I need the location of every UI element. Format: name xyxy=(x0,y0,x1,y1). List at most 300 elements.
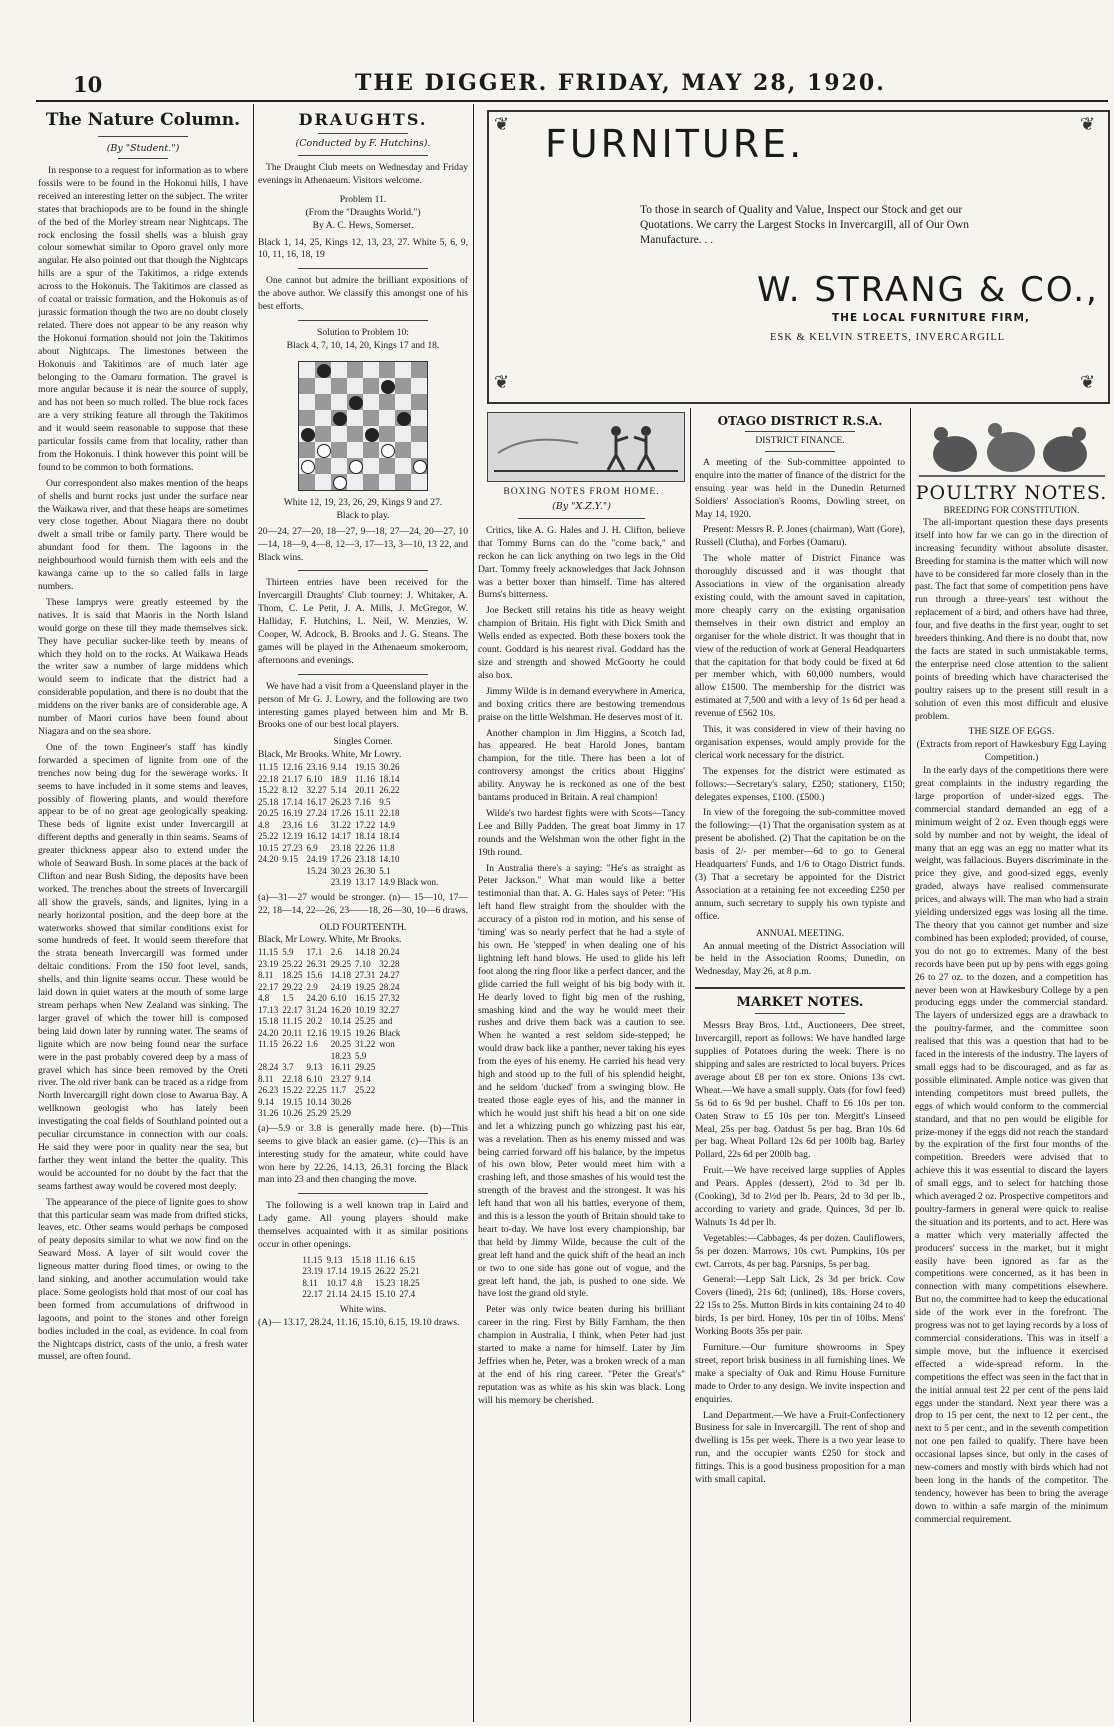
furniture-title: FURNITURE. xyxy=(545,122,805,166)
move-cell: 29.22 xyxy=(282,981,303,992)
game-row xyxy=(258,877,442,889)
move-cell: 24.19 xyxy=(330,981,351,992)
move-cell: 13.17 xyxy=(355,877,376,888)
paragraph: In the early days of the competitions there were great complaints in the industry regarding the large proportion of under-sized eggs. The commercial standard demanded an egg of a minimum weight of 2 oz. Even though eggs were sold by number and not by weight, the ideal of many that an egg was an egg no matter what its weight, was fallacious. Buyers discriminate in the price they give, and good-sized eggs, evenly graded, always have realised commensurate prices, and always will. The man who had a strain yielding undersized eggs was losing all the time. The theory that you cannot get number and size combined has been exploded; provided, of course, you do not go to extremes. Many of the best records have been put up by pens with eggs going 26 to 27 oz. to the dozen, and a competition has never been won at Hawkesbury College by a pen producing eggs under the commercial standard. The layers of undersized eggs are a drawback to the poultry-farmer, and the committee soon realised that this was a question that had to be faced in the interests of the industry. The layers of small eggs had to be discouraged, and as far as possible eliminated. Ample notice was given that intending competitors must breed pullets, the eggs of which would conform to the commercial standard, and that no pen would be eligible for prize-money if the eggs did not reach the standard by the expiration of the first four months of the competition. Breeders were advised that to achieve this it was essential to discard the layers of small eggs, and to select for hatching those which averaged 2 oz. Prospective competitors and poultry-farmers in general were quick to realise the situation and its portents, and to act. Here was a matter which very materially affected the producers' success in the market, but it might easily have been ignored as far as the competitions were concerned, as it has been in connection with many competitions elsewhere. But no, the committee had to keep the educational side of the work ever in the forefront. The progress was not to get laying records by a loss of commercial considerations. This was in itself a simple move, but the influence it exercised effected a wide-spread reform. In the competitions the effect was seen in the fact that in the initial annual test 22 per cent of the pens laid eggs under the standard. Next year there was a drop to 15 per cent, the next to 12 per cent., the next to 5 per cent., and in the seventh competition not one pen failed to qualify. There have been occasional lapses since, but only in the cases of new-comers and mostly with birds which had not been long in the hands of the competitor. The tendency, however has been to bring the average down to within a safe margin of the minimum commercial requirement. xyxy=(915,765,1108,1525)
game-row xyxy=(258,785,442,797)
to-play: Black to play. xyxy=(336,509,390,521)
move-cell: 6.10 xyxy=(330,993,347,1004)
move-cell: 17.22 xyxy=(355,819,376,830)
move-cell: 7.10 xyxy=(355,958,371,969)
move-cell: 16.17 xyxy=(306,796,327,807)
nature-body xyxy=(38,165,248,1364)
white-piece xyxy=(381,444,395,458)
move-cell xyxy=(258,1051,282,1063)
move-cell: 11.8 xyxy=(379,842,395,853)
move-cell xyxy=(379,1051,404,1063)
paragraph: Critics, like A. G. Hales and J. H. Clifton, believe that Tommy Burns can do the "come back," and reckon he can lick anything on two legs in the Old Dart. Tommy freely acknowledges that Jack Johnson was a better boxer than himself. Time has altered Burns's bitterness. xyxy=(478,524,685,601)
white-piece xyxy=(413,460,427,474)
paragraph: Messrs Bray Bros. Ltd., Auctioneers, Dee street, Invercargill, report as follows: We have handled large supplies of Potatoes during the week. There is no shipping and sales are restricted to local buyers. Prices average about £8 per ton ex store. Onions 13s cwt. Wheat.—We have a small supply. Oats (for fowl feed) 5s 6d to 6s 9d per bushel. Chaff to £6 10s per ton. Oaten Straw to £5 10s per ton. Mergitt's Linseed Meal, 25s per bag. Oatdust 5s per bag. Bran 10s 6d per bag. Wheat Pollard 12s 6d per 100lb bag. Barley Pollard, 22s 6d per 200lb bag. xyxy=(695,1020,905,1161)
game-row xyxy=(258,1097,404,1109)
game-row xyxy=(258,831,442,843)
move-cell: 19.15 xyxy=(330,1027,351,1038)
game-row xyxy=(258,1028,404,1040)
move-cell: 17.14 xyxy=(326,1266,347,1277)
paragraph: Land Department.—We have a Fruit-Confectionery Business for sale in Invercargill. The rent of shop and dwelling is 15s per week. There is a two year lease to run, and the occupier wants £250 for stock and fittings. This is a good business proposition for a man with small capital. xyxy=(695,1409,905,1486)
move-cell: 31.26 xyxy=(258,1108,279,1119)
annual-text xyxy=(695,941,905,980)
game1-notes: (a)—31—27 would be stronger. (n)— 15—10, 17—22, 18—14, 22—26, 23——18, 26—30, 10—6 draws. xyxy=(258,891,468,916)
move-cell: 31.24 xyxy=(306,1004,327,1015)
move-cell: 16.20 xyxy=(330,1004,351,1015)
move-cell: 16.12 xyxy=(306,831,327,842)
move-cell: 18.14 xyxy=(355,831,376,842)
paragraph: Vegetables:—Cabbages, 4s per dozen. Cauliflowers, 5s per dozen. Marrows, 10s cwt. Pumpkins, 10s per cwt. Carrots, 4s per bag. Parsnips, 5s per bag. xyxy=(695,1232,905,1270)
market-title: MARKET NOTES. xyxy=(736,995,864,1011)
paragraph: Fruit.—We have received large supplies of Apples and Pears. Apples (dessert), 2½d to 3d per lb. (Cooking), 3d to 2½d per lb. Pears, 2d to 3d per lb., according to variety and grade. Quinces, 3d per lb. Walnuts 1s 4d per lb. xyxy=(695,1165,905,1228)
move-cell: 25.21 xyxy=(399,1266,420,1277)
move-cell: 23.18 xyxy=(355,854,376,865)
nature-column xyxy=(38,108,248,1720)
corner-ornament: ❦ xyxy=(494,114,510,135)
problem-author: By A. C. Hews, Somerset. xyxy=(312,219,414,231)
move-cell: 25.18 xyxy=(258,796,279,807)
corner-ornament: ❦ xyxy=(494,372,510,393)
move-cell xyxy=(282,866,306,878)
move-cell: 30.23 xyxy=(330,865,351,876)
move-cell: 20.24 xyxy=(379,947,400,958)
move-cell: 26.23 xyxy=(258,1085,279,1096)
game-row xyxy=(258,854,442,866)
paragraph: One cannot but admire the brilliant expositions of the above author. We classify this amongst one of his best efforts. xyxy=(258,275,468,313)
move-cell: 11.15 xyxy=(258,1039,278,1050)
move-cell: 1.5 xyxy=(282,993,294,1004)
move-cell: 15.10 xyxy=(375,1289,396,1300)
move-cell: 4.8 xyxy=(258,819,270,830)
paper-masthead: THE DIGGER. FRIDAY, MAY 28, 1920. xyxy=(355,70,886,96)
move-cell xyxy=(379,1062,404,1074)
paragraph: In response to a request for information as to where fossils were to be found in the Hokonui hills, I have received an interesting letter on the subject. The writer states that brachiopods are to be found in the shingle of the bed of the Morley stream near Nightcaps. The rock enclosing the fossil shells was a bluish gray colour somewhat similar to Oporo gravel only more angular. He also pointed out that though the Nightcaps hills are a spur of the Takitimos, a ridge extends across to the Hokonuis. The Takitimos are classed as of coatal or traissic formation, and the Hokonuis as of jurassic formation though the two are no doubt closely related. There does not appear to be any reason why the Hokonui formation should not join the Takitimos about Nightcaps. The limestones between the Hokonuis and Takitimos are of much later age belonging to the Oamaru formation. The gravel is more angular because it is near the source of supply, and has not been so much rolled. The blue rock faces are a very striking feature all through the Takitimos and it would seem reasonable to suppose that these particular fossils came from that locality, rather than from the Hokonuis. I think however this point will be found to be common to both formations. xyxy=(38,165,248,473)
company-tagline: THE LOCAL FURNITURE FIRM, xyxy=(832,312,1030,324)
move-cell: 16.19 xyxy=(282,808,303,819)
move-cell: 32.28 xyxy=(379,958,400,969)
move-cell: 26.22 xyxy=(379,785,400,796)
board-caption: White 12, 19, 23, 26, 29, Kings 9 and 27. xyxy=(283,496,443,508)
column-rule xyxy=(253,104,254,1722)
market-body xyxy=(695,1020,905,1487)
paragraph: Our correspondent also makes mention of the heaps of shells and burnt rocks just under the surface near the Waikawa river, and that these heaps are sometimes very close together. About Niagara there no doubt dwelt a small tribe or family party. There would be abundant food for them. The lagoons in the neighbourhood would furnish them with eels and the kawanga came up to the so called falls in large numbers. xyxy=(38,477,248,592)
paragraph: The expenses for the district were estimated as follows:—Secretary's salary, £250; stationery, £150; delegates expenses, £100. (£500.) xyxy=(695,765,905,803)
move-cell xyxy=(379,1085,404,1097)
move-cell: 8.12 xyxy=(282,785,298,796)
paragraph: Another champion in Jim Higgins, a Scotch lad, has appeared. He beat Harold Jones, bantam champion, for the title. There has been a lot of controversy amongst the critics about Higgins' ability. Anyway he is reckoned as one of the best bantams produced in Britain. A real champion! xyxy=(478,727,685,804)
move-cell: 22.17 xyxy=(282,1004,303,1015)
move-cell: 25.22 xyxy=(282,958,303,969)
paragraph: Joe Beckett still retains his title as heavy weight champion of Britain. His fight with Dick Smith and Wells ended as expected. Both these boxers took the count. Goddard is his nearest rival. Goddard has the size and strength and showed McGoorty he could also box. xyxy=(478,605,685,681)
paragraph: The whole matter of District Finance was thoroughly discussed and it was thought that Associations in view of the organisation already existing could, with the amount saved in capitation, more cheaply carry on the existing organisation themselves in their own district and employ an organiser for the whole district. It was thought that in view of the reduction of work at General Headquarters that the capitation for that body could be fixed at 6d per member which, with 60,000 numbers, would allow £1500. The membership for the district was estimated at 7,500 and with a levy of 1s 6d per head a revenue of £562 10s. xyxy=(695,553,905,720)
game-row xyxy=(258,843,442,855)
move-cell: 15.18 xyxy=(258,1016,279,1027)
move-cell: 17.26 xyxy=(330,854,351,865)
black-piece xyxy=(333,412,347,426)
move-cell: 15.24 xyxy=(306,865,327,876)
move-cell: 18.14 xyxy=(379,773,400,784)
move-cell: 20.25 xyxy=(258,808,279,819)
game-row xyxy=(258,774,442,786)
move-cell: 10.17 xyxy=(326,1277,347,1288)
move-cell xyxy=(282,877,306,889)
boxing-column xyxy=(478,486,685,1720)
paragraph: This, it was considered in view of their having no organisation expenses, would amply provide for the clerical work necessary for the district. xyxy=(695,724,905,761)
paragraph: These lamprys were greatly esteemed by the natives. It is said that Maoris in the North Island would gorge on these till they made themselves sick. They have peculiar sucker-like teeth by means of which they hold on to the rocks. At Waikawa Heads the writer saw a number of large middens which would seem to indicate that the district had a considerable population, and there is no doubt that the middens on the river banks are of considerable age. A number of Maori curios have been found about Niagara and on the sea shore. xyxy=(38,596,248,737)
move-cell: 12.16 xyxy=(306,1027,327,1038)
game-row xyxy=(302,1266,423,1278)
move-cell xyxy=(307,1051,331,1063)
corner-ornament: ❦ xyxy=(1080,372,1096,393)
white-piece xyxy=(317,444,331,458)
poultry-column xyxy=(915,412,1108,1722)
move-cell: 14.9 xyxy=(379,819,395,830)
move-cell: 22.26 xyxy=(355,842,376,853)
move-cell: 26.22 xyxy=(375,1266,396,1277)
rsa-body xyxy=(695,457,905,924)
black-piece xyxy=(381,380,395,394)
move-cell: 10.14 xyxy=(330,1016,351,1027)
move-cell: 18.23 xyxy=(330,1050,351,1061)
column-rule xyxy=(690,408,691,1722)
move-cell: 2.6 xyxy=(330,947,342,958)
black-piece xyxy=(349,396,363,410)
visit-note xyxy=(258,681,468,733)
move-cell: 9.13 xyxy=(326,1254,343,1265)
move-cell: 31.22 xyxy=(330,819,351,830)
move-cell: 10.15 xyxy=(258,842,279,853)
move-cell: 23.16 xyxy=(306,762,327,773)
page-number: 10 xyxy=(73,72,103,97)
rsa-subtitle: DISTRICT FINANCE. xyxy=(755,435,845,446)
move-cell: 11.15 xyxy=(258,762,278,773)
move-cell xyxy=(307,877,331,889)
move-cell: 19.15 xyxy=(350,1266,372,1277)
move-cell: 29.25 xyxy=(355,1062,376,1073)
paragraph: Wilde's two hardest fights were with Scots—Tancy Lee and Billy Padden. The great boat Jimmy in 17 rounds and the Welshman won the other fight in the 19th round. xyxy=(478,807,685,858)
move-cell: 21.17 xyxy=(282,773,303,784)
move-cell: 5.14 xyxy=(330,785,347,796)
move-cell: 23.18 xyxy=(330,842,351,853)
move-cell: 3.7 xyxy=(282,1062,294,1073)
paragraph: General:—Lepp Salt Lick, 2s 3d per brick. Cow Covers (lined), 21s 6d; (unlined), 18s. Horse covers, 22 15s to 25s. Mutton Birds in kits containing 24 to 40 birds, 1s per bird. Honey, 10s per tin of 10lbs. Mens' Working Boots 35s per pair. xyxy=(695,1274,905,1338)
move-cell: 14.9 Black won. xyxy=(379,877,439,888)
move-cell: 10.14 xyxy=(306,1096,327,1107)
move-cell: 22.17 xyxy=(302,1289,323,1300)
move-cell: 17.13 xyxy=(258,1004,279,1015)
move-cell: 17.14 xyxy=(282,796,303,807)
move-cell: 11.16 xyxy=(355,773,375,784)
tourney-note xyxy=(258,577,468,667)
move-cell: 24.20 xyxy=(306,993,327,1004)
move-cell: 4.8 xyxy=(350,1277,363,1288)
move-cell: 19.25 xyxy=(355,981,376,992)
move-cell: 27.24 xyxy=(306,808,327,819)
boxing-byline: (By "X.Z.Y.") xyxy=(552,500,611,512)
move-cell: Black xyxy=(379,1027,401,1038)
game1-header: Black, Mr Brooks. White, Mr Lowry. xyxy=(258,749,402,761)
game-row xyxy=(258,982,404,994)
move-cell: 32.27 xyxy=(379,1004,400,1015)
paragraph: In view of the foregoing the sub-committee moved the following:—(1) That the organisation system as at present be abolished. (2) That the capitation be on the basis of 2/- per member—6d to go to General Headquarters' Funds, and 1/6 to Otago District funds. (3) That a secretary be appointed for the District Association at a retaining fee not exceeding £250 per annum, such secretary to supply his own typiste and office. xyxy=(695,807,905,922)
black-piece xyxy=(301,428,315,442)
annual-title: ANNUAL MEETING. xyxy=(755,927,845,939)
move-cell: 10.26 xyxy=(282,1108,303,1119)
move-cell: 9.14 xyxy=(330,762,347,773)
paragraph: The appearance of the piece of lignite goes to show that this particular seam was made from drifted sticks, leaves, etc. Other seams would perhaps be composed of peaty deposits similar to what we now find on the Seaward Moss. A layer of silt would cover the ligneous matter during flood times, or owing to the land sinking, and another accumulation would take place. Some geologists hold that most of our coal has been formed from accumulations of driftwood in lagoons, and point to the stones and other foreign bodies included in the coal, as evidence. In coal from the Nightcaps district, casts of the unio, a fresh water mussel, are often found. xyxy=(38,1196,248,1363)
game-row xyxy=(258,808,442,820)
paragraph: Furniture.—Our furniture showrooms in Spey street, report brisk business in all furnishing lines. We make a specialty of Oak and Rimu House Furniture made to Order to any design. We invite inspection and enquiries. xyxy=(695,1342,905,1405)
move-cell: 6.9 xyxy=(306,842,318,853)
game-row xyxy=(302,1289,423,1301)
move-cell xyxy=(282,1051,306,1063)
draughts-title: DRAUGHTS. xyxy=(298,110,428,129)
move-cell: 23.19 xyxy=(258,958,279,969)
poultry-para2 xyxy=(915,765,1108,1526)
move-cell: 12.19 xyxy=(282,831,303,842)
move-cell: 19.26 xyxy=(355,1027,376,1038)
move-cell: 11.15 xyxy=(282,1016,303,1027)
solution-title: Solution to Problem 10: xyxy=(317,327,409,339)
move-cell: 15.11 xyxy=(355,808,375,819)
paragraph: The Draught Club meets on Wednesday and Friday evenings in Athenaeum. Visitors welcome. xyxy=(258,162,468,186)
game-row xyxy=(258,866,442,878)
poultry-illustration xyxy=(915,412,1108,482)
move-cell: 19.15 xyxy=(355,762,376,773)
problem-title: Problem 11. xyxy=(339,193,387,205)
move-cell: 24.27 xyxy=(379,970,400,981)
move-cell: 25.22 xyxy=(355,1085,376,1096)
game-row xyxy=(258,762,442,774)
move-cell: 14.18 xyxy=(330,970,351,981)
move-cell xyxy=(379,1097,404,1109)
move-cell: 20.25 xyxy=(330,1039,351,1050)
move-cell: 9.14 xyxy=(258,1096,274,1107)
move-cell: 8.11 xyxy=(302,1277,318,1288)
move-cell: 5.1 xyxy=(379,865,391,876)
move-cell: 4.8 xyxy=(258,993,270,1004)
paragraph: A meeting of the Sub-committee appointed to enquire into the matter of finance of the district for the ensuing year was held in the Dunedin Returned Soldiers' Association's Rooms, Dowling street, on May 14, 1920. xyxy=(695,456,905,520)
move-cell xyxy=(258,866,282,878)
game-row xyxy=(258,1074,404,1086)
paragraph: The all-important question these days presents itself into how far we can go in the direction of increasing fecundity without absolute disaster. Breeding for stamina is the matter which will now have to be considered far more closely than in the past. The fact that some of competition pens have run through a three-years' test without the replacement of a bird, and others have had three, four, and five deaths in the first year, ought to set breeders thinking. And there is no doubt that, now the facts are stated in such unmistakable terms, the enterprise need close attention to the salient points of breeding which have characterised the poultry raisers up to the present still result in a solution of even this most difficult and elusive problem. xyxy=(915,516,1108,722)
paragraph: In Australia there's a saying: "He's as straight as Peter Jackson." What man would like a better testimonial than that. A. G. Hales says of Peter: "His left hand flew straight from the shoulder with the accuracy of a piston rod in motion, and his sense of 'timing' was so nearly perfect that he had a style of his own. He 'stepped' in when dealing one of his lightning left hand blows. He used to glide his left foot along the ring floor like a perfect dancer, and the glide carried the full weight of his big body with it. He dearly loved to fight big men of the rushing, smashing kind and the way he would meet their rushes and drive them back was a caution to see. When he wanted a rest seldom side-stepped; he would draw back like a panther, never taking his eyes from the eyes of his enemy. He carried his head very high and stood up to the full of his splendid height, and he seldom 'ducked' from a swinging blow. He treated those eagle eyes of his, and the manner in which he would just shift his head a bit on one side and let a whizzing punch go whizzing past his ear, was a revelation. Then as his enemy missed and was being carried forward off his balance, by the impetus of his own blow, Peter would meet him with a crashing left, and those smashes of his would test the strength of the bravest and the strongest. It was his left hand that won all his battles, everyone of them, and this is a lesson the youth of Britain should take to heart to-day. We have lost every championship, bar that held by Jimmy Wilde, because the cult of the great left hand and the quick shift of the head an inch or two to one side has gone out of vogue, and the great left hand, the jab, is pushed to one side. We have lost the grand old style. xyxy=(478,862,685,1300)
move-cell: 22.18 xyxy=(379,808,400,819)
problem-position: Black 1, 14, 25, Kings 12, 13, 23, 27. White 5, 6, 9, 10, 11, 16, 18, 19 xyxy=(258,236,468,261)
move-cell: 28.24 xyxy=(258,1062,279,1073)
game2-notes: (a)—5.9 or 3.8 is generally made here. (b)—This seems to give black an easier game. (c)—This is an interesting study for the amateur, white could have won here by 22.26, 14.13, 26.31 forcing the Black man into 23 and then changing the move. xyxy=(258,1122,468,1186)
game-row xyxy=(258,1005,404,1017)
move-cell: 27.32 xyxy=(379,993,400,1004)
move-cell: 22.25 xyxy=(306,1085,327,1096)
move-cell: 14.18 xyxy=(355,947,376,958)
paragraph: The following is a well known trap in Laird and Lady game. All young players should make themselves acquainted with it as similar positions occur in other openings. xyxy=(258,1200,468,1251)
move-cell: 18.25 xyxy=(282,970,303,981)
game-row xyxy=(258,1062,404,1074)
move-cell: 29.25 xyxy=(330,958,351,969)
black-piece xyxy=(365,428,379,442)
move-cell xyxy=(379,1108,404,1120)
move-cell: 20.2 xyxy=(306,1016,323,1027)
game-row xyxy=(258,993,404,1005)
move-cell: 22.18 xyxy=(258,773,279,784)
poultry-source: (Extracts from report of Hawkesbury Egg Laying Competition.) xyxy=(916,739,1107,764)
move-cell: 24.20 xyxy=(258,854,279,865)
move-cell: and xyxy=(379,1016,393,1027)
move-cell: 14.17 xyxy=(330,831,351,842)
game-row xyxy=(258,970,404,982)
move-cell: 15.23 xyxy=(375,1277,396,1288)
column-rule xyxy=(910,408,911,1722)
white-piece xyxy=(301,460,315,474)
paragraph: One of the town Engineer's staff has kindly forwarded a specimen of lignite from one of the trenches now being dug for the sewerage works. It seems to have included in it some stems and leaves, possibly of flowering plants, and would therefore appear to be of no great age geologically speaking. These beds of lignite exist under Invercargill at different depths and generally in thin seams. Seams of greater thickness appear also to extend under the whole of Seaward Bush. In some places at the back of Clifton and near Bush Siding, the deposits have been worked. The trenches about the streets of Invercargill all show the gravels, sands, and lignites, lying in a nearly horizontal position, and the deep bore at the waterworks showed that similar conditions exist for some hundreds of feet. It would seem therefore that the strata beneath Invercargill was formed under deltaic conditions. From the 150 foot level, sands, shells, and thin lignite seams occur. These would be laid down in quiet waters at the mouth of some large stream perhaps when New Zealand was sinking. The larger gravel of which the tower hill is composed being laid down later by running water. The seams of lignite which are now being found near the surface were in the past probably covered deep by a mass of gravel which has since been removed by the Oreti river. The old river bank can be traced as a ridge from North Invercargill right down close to Awarua Bay. A wellknown geologist who has lately been investigating the coal fields of Southland pointed out a peculiar circumstance in connection with our coals. He said they were poor in quality near the sea, but farther they went inland the better the quality. This would be accounted for no doubt by the fact that the seams farthest away would be covered most deeply. xyxy=(38,741,248,1192)
game-row xyxy=(258,947,404,959)
move-cell: 17.26 xyxy=(330,808,351,819)
move-cell: 16.15 xyxy=(355,993,376,1004)
move-cell: 6.10 xyxy=(306,1073,323,1084)
nature-byline: (By "Student.") xyxy=(106,143,180,154)
move-cell xyxy=(379,1074,404,1086)
poultry-para1 xyxy=(915,517,1108,724)
draughts-intro xyxy=(258,162,468,188)
draughts-conducted: (Conducted by F. Hutchins). xyxy=(295,138,431,149)
move-cell: 8.11 xyxy=(258,1073,274,1084)
draughts-column xyxy=(258,108,468,1720)
move-cell: 30.26 xyxy=(379,762,400,773)
move-cell: 26.22 xyxy=(282,1039,303,1050)
move-cell: 18.9 xyxy=(330,773,347,784)
game-row xyxy=(258,797,442,809)
move-cell: 9.5 xyxy=(379,796,391,807)
move-cell: won xyxy=(379,1039,395,1050)
game-row xyxy=(258,1016,404,1028)
move-cell: 28.24 xyxy=(379,981,400,992)
game1-table xyxy=(258,762,442,889)
trap-result: White wins. xyxy=(339,1303,387,1315)
poultry-title: POULTRY NOTES. xyxy=(915,482,1108,504)
trap-table xyxy=(302,1255,423,1301)
game-row xyxy=(258,1108,404,1120)
game-row xyxy=(258,820,442,832)
black-piece xyxy=(397,412,411,426)
corner-ornament: ❦ xyxy=(1080,114,1096,135)
column-rule xyxy=(473,104,474,1722)
move-cell: 16.11 xyxy=(330,1062,351,1073)
game-row xyxy=(258,1085,404,1097)
solution-position: Black 4, 7, 10, 14, 20, Kings 17 and 18. xyxy=(286,339,440,351)
move-cell: 26.31 xyxy=(306,958,327,969)
game1-title: Singles Corner. xyxy=(333,736,393,748)
move-cell: 26.23 xyxy=(330,796,351,807)
move-cell: 1.6 xyxy=(306,819,318,830)
move-cell: 23.19 xyxy=(330,877,351,888)
move-cell: 10.19 xyxy=(355,1004,376,1015)
move-cell: 25.22 xyxy=(258,831,279,842)
move-cell: 24.20 xyxy=(258,1027,279,1038)
rsa-market-column xyxy=(695,412,905,1722)
boxing-body xyxy=(478,525,685,1408)
boxers-icon xyxy=(488,413,684,481)
white-piece xyxy=(333,476,347,490)
rsa-title: OTAGO DISTRICT R.S.A. xyxy=(717,414,883,428)
move-cell: 24.19 xyxy=(306,854,327,865)
move-cell: 9.15 xyxy=(282,854,298,865)
move-cell: 26.30 xyxy=(355,865,376,876)
move-cell xyxy=(355,1097,379,1109)
move-cell: 11.7 xyxy=(330,1085,347,1096)
solution-moves: 20—24, 27—20, 18—27, 9—18, 27—24, 20—27, 10—14, 18—9, 4—8, 12—3, 17—13, 3—10, 13 22, and Black wins. xyxy=(258,525,468,563)
move-cell: 14.10 xyxy=(379,854,400,865)
move-cell: 20.11 xyxy=(282,1027,303,1038)
game-row xyxy=(302,1255,423,1267)
move-cell: 32.27 xyxy=(306,785,327,796)
move-cell: 8.11 xyxy=(258,970,274,981)
move-cell: 2.9 xyxy=(306,981,318,992)
paragraph: Present: Messrs R. P. Jones (chairman), Watt (Gore), Russell (Clutha), and Forbes (Oamaru). xyxy=(695,524,905,549)
move-cell: 23.19 xyxy=(302,1266,323,1277)
move-cell: 15.22 xyxy=(258,785,279,796)
game-row xyxy=(302,1278,423,1290)
move-cell xyxy=(355,1108,379,1120)
move-cell: 27.23 xyxy=(282,842,303,853)
draughts-board xyxy=(298,361,428,491)
move-cell: 30.26 xyxy=(330,1096,351,1107)
game-row xyxy=(258,1039,404,1051)
move-cell: 6.10 xyxy=(306,773,323,784)
move-cell: 5.9 xyxy=(355,1050,367,1061)
black-piece xyxy=(317,364,331,378)
boxing-title: BOXING NOTES FROM HOME. xyxy=(503,486,660,497)
paragraph: An annual meeting of the District Association will be held in the Association Rooms, Dunedin, on Wednesday, May 26, at 8 p.m. xyxy=(695,940,905,978)
move-cell xyxy=(258,877,282,889)
section-heading: THE SIZE OF EGGS. xyxy=(968,726,1055,738)
problem-note xyxy=(258,275,468,314)
game2-header: Black, Mr Lowry. White, Mr Brooks. xyxy=(258,934,402,946)
move-cell: 25.29 xyxy=(306,1108,327,1119)
move-cell: 23.27 xyxy=(330,1073,351,1084)
trap-intro xyxy=(258,1200,468,1252)
paragraph: Thirteen entries have been received for the Invercargill Draughts' Club tourney: J. Whitaker, A. Thom, C. Le Petit, J. A. Mills, J. McGregor, W. Halliday, F. Hutchins, L. Neil, W. Menzies, W. Cooper, W. Adcock, B. Brooks and J. G. Steans. The games will be played in the Athenaeum smokeroom, afternoons and evenings. xyxy=(258,577,468,666)
boxing-illustration xyxy=(487,412,685,482)
move-cell: 27.4 xyxy=(399,1289,416,1300)
move-cell: 12.16 xyxy=(282,762,303,773)
move-cell: 7.16 xyxy=(355,796,371,807)
move-cell: 21.14 xyxy=(326,1289,347,1300)
move-cell: 5.9 xyxy=(282,947,294,958)
game-row xyxy=(258,1051,404,1063)
move-cell: 9.14 xyxy=(355,1073,371,1084)
company-address: ESK & KELVIN STREETS, INVERCARGILL xyxy=(770,332,1006,343)
move-cell: 22.17 xyxy=(258,981,279,992)
game2-title: OLD FOURTEENTH. xyxy=(319,921,407,933)
section-heading: BREEDING FOR CONSTITUTION. xyxy=(943,505,1080,515)
trap-notes: (A)— 13.17, 28.24, 11.16, 15.10, 6.15, 19.10 draws. xyxy=(258,1316,460,1328)
move-cell: 19.15 xyxy=(282,1096,303,1107)
paragraph: We have had a visit from a Queensland player in the person of Mr G. J. Lowry, and the following are two interesting games played between him and Mr B. Brooks one of our best local players. xyxy=(258,680,468,731)
masthead-rule xyxy=(36,100,1108,102)
move-cell: 11.15 xyxy=(302,1254,323,1265)
move-cell: 25.25 xyxy=(355,1016,376,1027)
game2-table xyxy=(258,947,404,1120)
white-piece xyxy=(349,460,363,474)
move-cell: 31.22 xyxy=(355,1039,376,1050)
paragraph: Jimmy Wilde is in demand everywhere in America, and boxing critics there are bestowing tremendous praise on the little Welshman. He deserves most of it. xyxy=(478,685,685,723)
move-cell: 24.15 xyxy=(350,1289,372,1300)
